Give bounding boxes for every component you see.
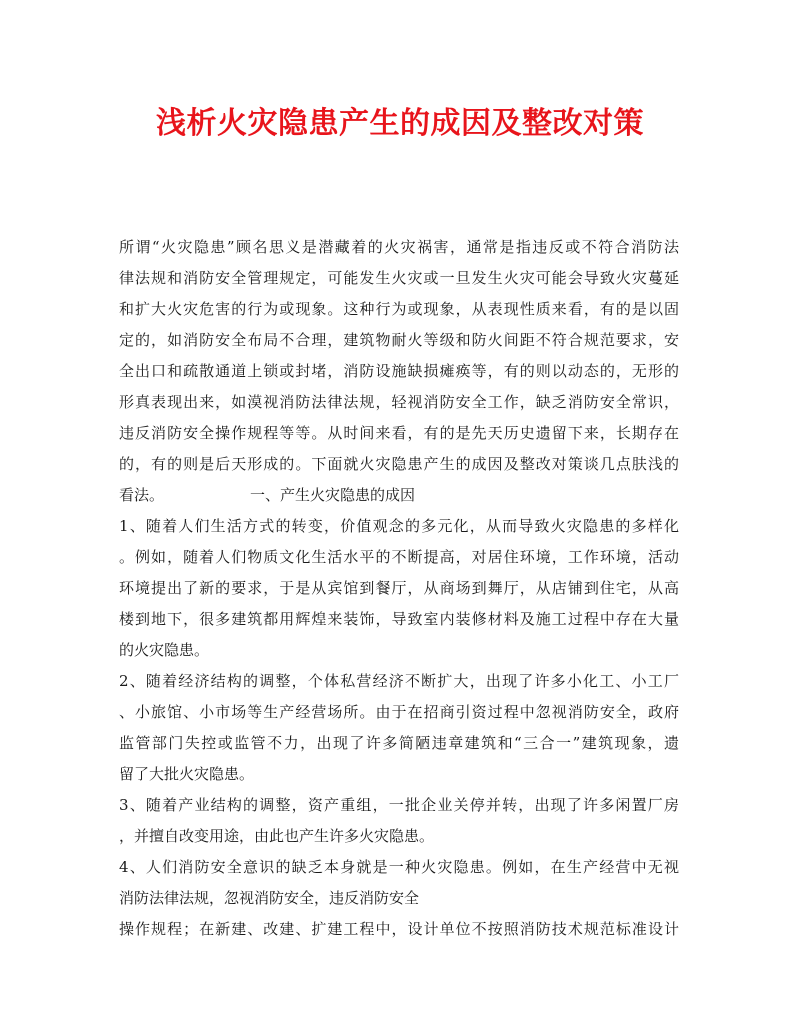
- text-line: 3、随着产业结构的调整，资产重组，一批企业关停并转，出现了许多闲置厂房: [119, 796, 679, 814]
- text-line: 、小旅馆、小市场等生产经营场所。由于在招商引资过程中忽视消防安全，政府: [119, 703, 679, 721]
- text-line: 和扩大火灾危害的行为或现象。这种行为或现象，从表现性质来看，有的是以固: [119, 300, 679, 318]
- text-line: 环境提出了新的要求，于是从宾馆到餐厅，从商场到舞厅，从店铺到住宅，从高: [119, 579, 679, 597]
- intro-last-line: [119, 480, 679, 511]
- text-line: 所谓“火灾隐患”顾名思义是潜藏着的火灾祸害，通常是指违反或不符合消防法: [119, 238, 679, 256]
- document-title: 浅析火灾隐患产生的成因及整改对策: [156, 106, 644, 141]
- cause-item-2: [119, 666, 679, 790]
- text-line: 操作规程；在新建、改建、扩建工程中，设计单位不按照消防技术规范标准设计: [119, 920, 679, 938]
- text-line: 律法规和消防安全管理规定，可能发生火灾或一旦发生火灾可能会导致火灾蔓延: [119, 269, 679, 287]
- text-line: 留了大批火灾隐患。: [119, 765, 255, 783]
- intro-paragraph: [119, 232, 679, 511]
- text-line: 楼到地下，很多建筑都用辉煌来装饰，导致室内装修材料及施工过程中存在大量: [119, 610, 679, 628]
- text-line: 形真表现出来，如漠视消防法律法规，轻视消防安全工作，缺乏消防安全常识，: [119, 393, 679, 411]
- text-line: 全出口和疏散通道上锁或封堵，消防设施缺损瘫痪等，有的则以动态的，无形的: [119, 362, 679, 380]
- text-line: 1、随着人们生活方式的转变，价值观念的多元化，从而导致火灾隐患的多样化: [119, 517, 679, 535]
- cause-item-1: [119, 511, 679, 666]
- cause-item-4: [119, 852, 679, 914]
- cause-item-3: [119, 790, 679, 852]
- text-line: 的，有的则是后天形成的。下面就火灾隐患产生的成因及整改对策谈几点肤浅的: [119, 455, 679, 473]
- text-line: 2、随着经济结构的调整，个体私营经济不断扩大，出现了许多小化工、小工厂: [119, 672, 679, 690]
- text-line: ，并擅自改变用途，由此也产生许多火灾隐患。: [119, 827, 435, 845]
- text-line: 监管部门失控或监管不力，出现了许多简陋违章建筑和“三合一”建筑现象，遗: [119, 734, 679, 752]
- text-line: 定的，如消防安全布局不合理，建筑物耐火等级和防火间距不符合规范要求，安: [119, 331, 679, 349]
- text-line: 消防法律法规，忽视消防安全，违反消防安全: [119, 889, 420, 907]
- intro-closing-text: 看法。: [119, 486, 165, 504]
- section-heading: 一、产生火灾隐患的成因: [250, 486, 416, 504]
- text-line: 4、人们消防安全意识的缺乏本身就是一种火灾隐患。例如，在生产经营中无视: [119, 858, 679, 876]
- document-body: [119, 232, 679, 945]
- text-line: 。例如，随着人们物质文化生活水平的不断提高，对居住环境，工作环境，活动: [119, 548, 679, 566]
- text-line: 违反消防安全操作规程等等。从时间来看，有的是先天历史遗留下来，长期存在: [119, 424, 679, 442]
- text-line: 的火灾隐患。: [119, 641, 210, 659]
